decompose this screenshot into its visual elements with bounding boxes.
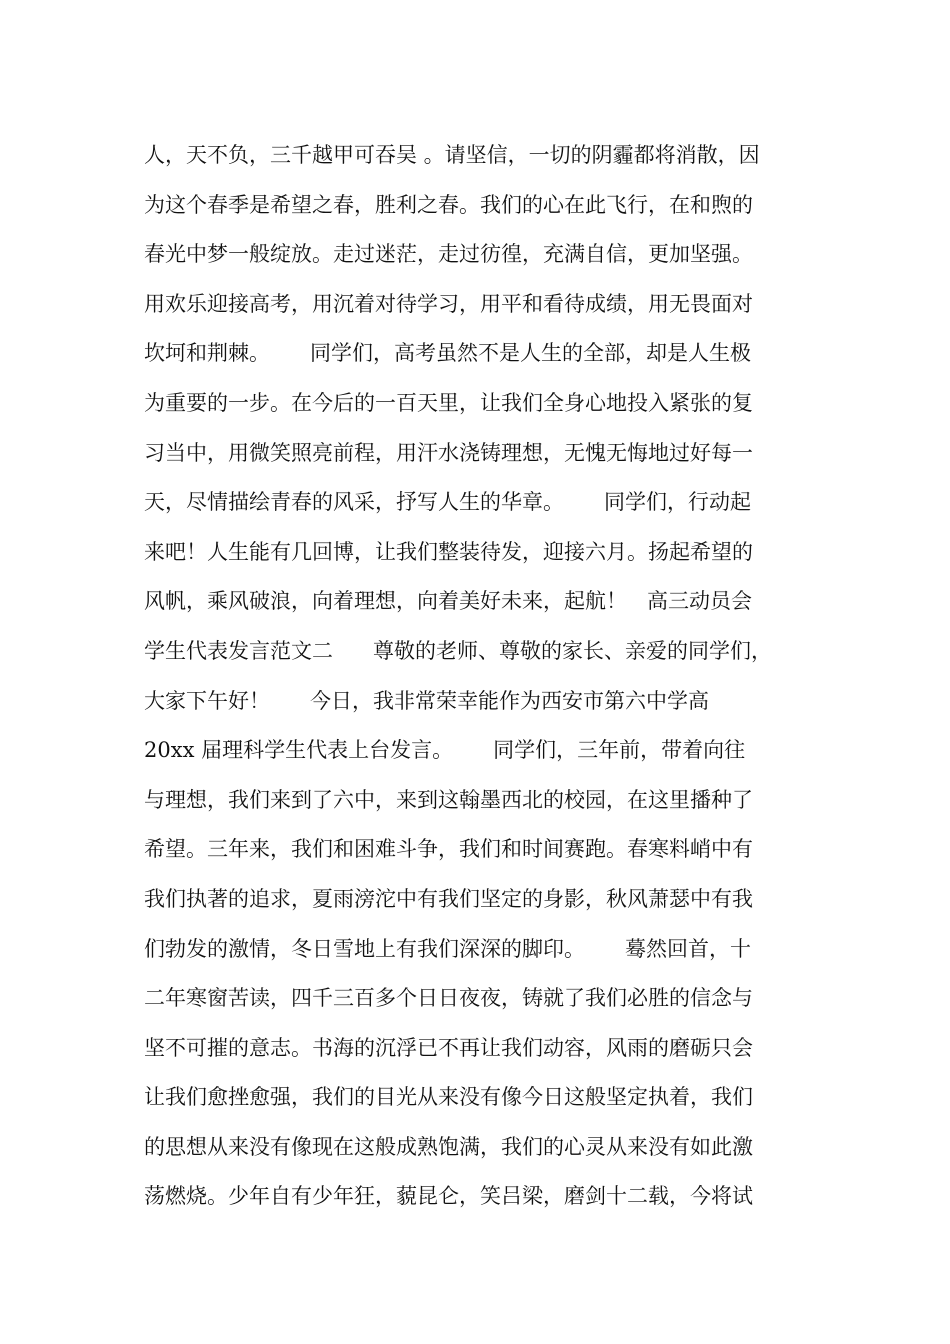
text-line-7: 习当中，用微笑照亮前程，用汗水浇铸理想，无愧无悔地过好每一: [144, 440, 753, 465]
text-line-11: 学生代表发言范文二 尊敬的老师、尊敬的家长、亲爱的同学们，: [144, 638, 773, 663]
text-line-1: 人，天不负，三千越甲可吞吴 。请坚信，一切的阴霾都将消散，因: [144, 143, 760, 167]
text-line-14: 与理想，我们来到了六中，来到这翰墨西北的校园，在这里播种了: [144, 787, 753, 812]
text-line-16: 我们执著的追求，夏雨滂沱中有我们坚定的身影，秋风萧瑟中有我: [144, 886, 753, 911]
body-text: [144, 131, 824, 1222]
text-line-3: 春光中梦一般绽放。走过迷茫，走过彷徨，充满自信，更加坚强。: [144, 242, 753, 267]
text-line-10: 风帆，乘风破浪，向着理想，向着美好未来，起航！ 高三动员会: [144, 589, 753, 614]
text-line-20: 让我们愈挫愈强，我们的目光从来没有像今日这般坚定执着，我们: [144, 1085, 753, 1110]
text-line-22: 荡燃烧。少年自有少年狂，藐昆仑，笑吕梁，磨剑十二载，今将试: [144, 1184, 753, 1209]
text-line-17: 们勃发的激情，冬日雪地上有我们深深的脚印。 蓦然回首，十: [144, 936, 752, 961]
text-line-12: 大家下午好！ 今日，我非常荣幸能作为西安市第六中学高: [144, 688, 710, 713]
text-line-18: 二年寒窗苦读，四千三百多个日日夜夜，铸就了我们必胜的信念与: [144, 986, 753, 1011]
text-line-13: 20xx 届理科学生代表上台发言。 同学们，三年前，带着向往: [144, 738, 746, 763]
text-line-21: 的思想从来没有像现在这般成熟饱满，我们的心灵从来没有如此激: [144, 1134, 753, 1159]
text-line-6: 为重要的一步。在今后的一百天里，让我们全身心地投入紧张的复: [144, 390, 753, 415]
text-line-4: 用欢乐迎接高考，用沉着对待学习，用平和看待成绩，用无畏面对: [144, 291, 753, 316]
text-line-9: 来吧！人生能有几回博，让我们整装待发，迎接六月。扬起希望的: [144, 539, 753, 564]
text-line-15: 希望。三年来，我们和困难斗争，我们和时间赛跑。春寒料峭中有: [144, 837, 753, 862]
text-line-2: 为这个春季是希望之春，胜利之春。我们的心在此飞行，在和煦的: [144, 192, 753, 217]
text-line-5: 坎坷和荆棘。 同学们，高考虽然不是人生的全部，却是人生极: [144, 341, 752, 366]
text-line-8: 天，尽情描绘青春的风采，抒写人生的华章。 同学们，行动起: [144, 490, 752, 515]
text-line-19: 坚不可摧的意志。书海的沉浮已不再让我们动容，风雨的磨砺只会: [144, 1035, 753, 1060]
